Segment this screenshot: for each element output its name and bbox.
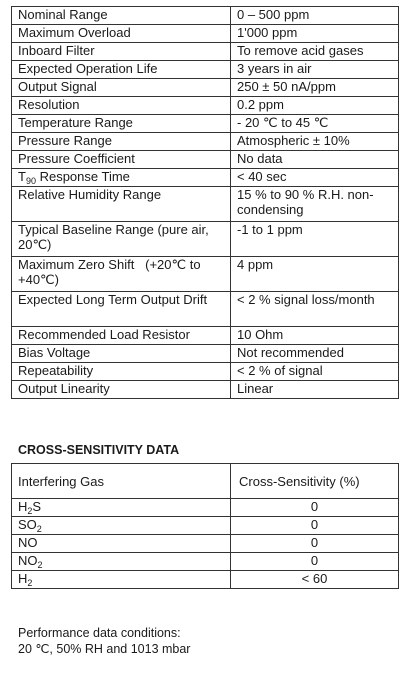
table-row	[12, 151, 399, 169]
table-row	[12, 61, 399, 79]
param-cell: Repeatability	[12, 363, 231, 381]
table-row	[12, 97, 399, 115]
table-row	[12, 363, 399, 381]
table-row	[12, 43, 399, 61]
value-cell: 10 Ohm	[231, 327, 399, 345]
value-cell: 0	[231, 499, 399, 517]
gas-cell	[12, 553, 231, 571]
table-header-row	[12, 464, 399, 499]
table-row	[12, 222, 399, 257]
param-cell: Maximum Overload	[12, 25, 231, 43]
table-row	[12, 257, 399, 292]
table-row	[12, 133, 399, 151]
param-cell: Expected Long Term Output Drift	[12, 292, 231, 327]
gas-main: SO	[18, 517, 37, 532]
value-cell: 0.2 ppm	[231, 97, 399, 115]
param-cell: Recommended Load Resistor	[12, 327, 231, 345]
gas-main: NO	[18, 535, 38, 550]
gas-subscript: 2	[37, 560, 43, 570]
param-cell	[12, 169, 231, 187]
param-cell: Output Linearity	[12, 381, 231, 399]
value-cell: 250 ± 50 nA/ppm	[231, 79, 399, 97]
specifications-table	[11, 6, 399, 399]
column-header: Cross-Sensitivity (%)	[231, 464, 399, 499]
value-cell: 4 ppm	[231, 257, 399, 292]
table-row	[12, 345, 399, 363]
table-row	[12, 187, 399, 222]
value-cell: 15 % to 90 % R.H. non-condensing	[231, 187, 399, 222]
table-row	[12, 381, 399, 399]
table-row	[12, 7, 399, 25]
note-line: 20 ℃, 50% RH and 1013 mbar	[18, 642, 191, 656]
gas-cell	[12, 571, 231, 589]
param-cell: Expected Operation Life	[12, 61, 231, 79]
gas-main: H	[18, 571, 28, 586]
param-cell: Bias Voltage	[12, 345, 231, 363]
gas-cell	[12, 499, 231, 517]
performance-note	[18, 625, 190, 657]
param-cell: Pressure Coefficient	[12, 151, 231, 169]
gas-cell	[12, 517, 231, 535]
param-cell: Inboard Filter	[12, 43, 231, 61]
gas-tail: S	[32, 499, 42, 514]
value-cell: 0 – 500 ppm	[231, 7, 399, 25]
param-subscript: 90	[25, 176, 36, 186]
table-row	[12, 553, 399, 571]
value-cell: < 40 sec	[231, 169, 399, 187]
gas-subscript: 2	[27, 578, 33, 588]
column-header: Interfering Gas	[12, 464, 231, 499]
param-cell: Output Signal	[12, 79, 231, 97]
value-cell: 3 years in air	[231, 61, 399, 79]
table-row	[12, 499, 399, 517]
value-cell: Linear	[231, 381, 399, 399]
table-row	[12, 25, 399, 43]
table-row	[12, 115, 399, 133]
param-cell: Typical Baseline Range (pure air, 20℃)	[12, 222, 231, 257]
table-row	[12, 79, 399, 97]
gas-cell	[12, 535, 231, 553]
value-cell: 1'000 ppm	[231, 25, 399, 43]
param-cell: Pressure Range	[12, 133, 231, 151]
gas-subscript: 2	[27, 506, 33, 516]
value-cell: 0	[231, 535, 399, 553]
table-row	[12, 292, 399, 327]
value-cell: < 60	[231, 571, 399, 589]
gas-subscript: 2	[36, 524, 42, 534]
gas-main: H	[18, 499, 28, 514]
value-cell: Atmospheric ± 10%	[231, 133, 399, 151]
table-row	[12, 169, 399, 187]
value-cell: - 20 ℃ to 45 ℃	[231, 115, 399, 133]
param-cell: Resolution	[12, 97, 231, 115]
value-cell: 0	[231, 517, 399, 535]
value-cell: To remove acid gases	[231, 43, 399, 61]
param-main: T	[18, 169, 26, 184]
param-cell: Relative Humidity Range	[12, 187, 231, 222]
value-cell: 0	[231, 553, 399, 571]
section-heading: CROSS-SENSITIVITY DATA	[18, 443, 180, 457]
gas-main: NO	[18, 553, 38, 568]
table-row	[12, 517, 399, 535]
table-row	[12, 327, 399, 345]
value-cell: < 2 % of signal	[231, 363, 399, 381]
table-row	[12, 571, 399, 589]
value-cell: < 2 % signal loss/month	[231, 292, 399, 327]
param-cell: Maximum Zero Shift (+20℃ to +40℃)	[12, 257, 231, 292]
param-cell: Temperature Range	[12, 115, 231, 133]
note-line: Performance data conditions:	[18, 626, 181, 640]
param-rest: Response Time	[35, 169, 130, 184]
table-row	[12, 535, 399, 553]
cross-sensitivity-table	[11, 463, 399, 589]
value-cell: Not recommended	[231, 345, 399, 363]
value-cell: -1 to 1 ppm	[231, 222, 399, 257]
param-cell: Nominal Range	[12, 7, 231, 25]
value-cell: No data	[231, 151, 399, 169]
